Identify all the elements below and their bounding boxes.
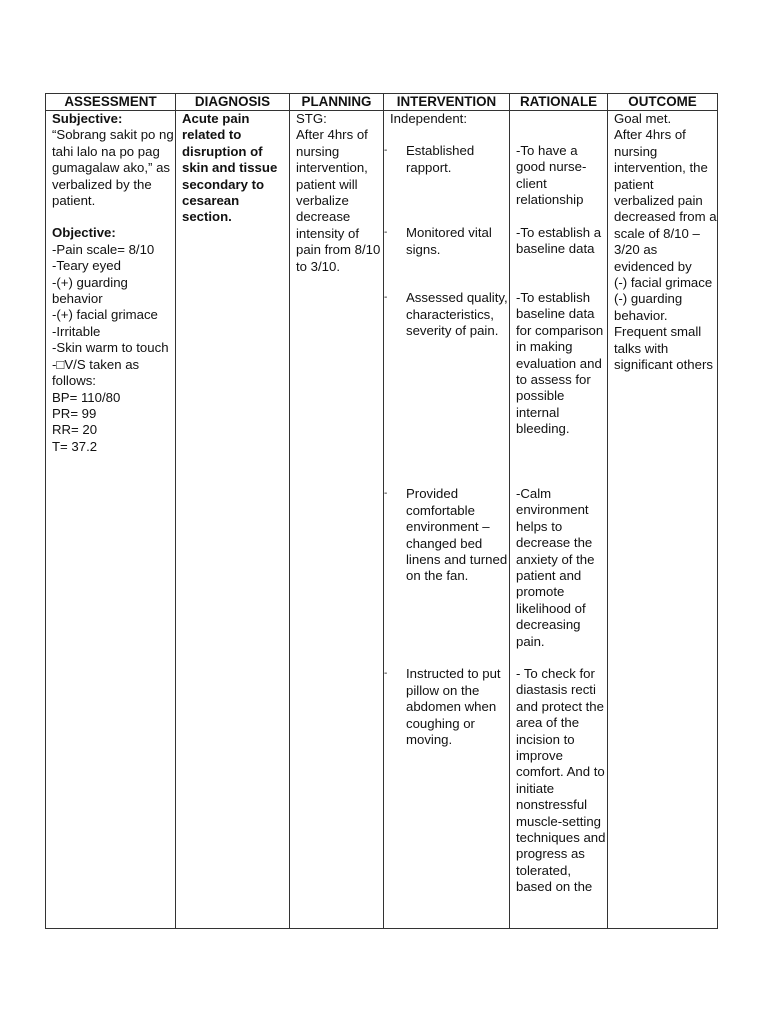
objective-item: -Pain scale= 8/10 <box>52 241 155 257</box>
planning-cell <box>290 111 384 929</box>
nursing-care-plan-table <box>45 93 718 929</box>
diagnosis-cell <box>176 111 290 929</box>
header-rationale: RATIONALE <box>510 94 608 111</box>
outcome-item: (-) facial grimace <box>614 275 713 291</box>
rationale-cell <box>510 111 608 929</box>
objective-item: -Teary eyed <box>52 258 121 274</box>
diagnosis-text: Acute pain related to disruption of skin and tissue secondary to cesarean section. <box>182 111 278 225</box>
assessment-cell <box>46 111 176 929</box>
objective-item: -(+) facial grimace <box>52 307 158 323</box>
outcome-status: Goal met. <box>614 111 672 126</box>
rationale-item: -To establish a baseline data <box>516 225 602 257</box>
vital-sign: PR= 99 <box>52 405 97 421</box>
objective-item: -(+) guarding behavior <box>52 274 128 307</box>
intervention-item: - Instructed to put pillow on the abdomen when coughing or moving. <box>390 666 509 748</box>
header-assessment: ASSESSMENT <box>46 94 176 111</box>
objective-item: -Skin warm to touch <box>52 340 169 356</box>
header-outcome: OUTCOME <box>608 94 718 111</box>
header-intervention: INTERVENTION <box>384 94 510 111</box>
vital-sign: RR= 20 <box>52 422 98 438</box>
vital-sign: T= 37.2 <box>52 438 98 454</box>
outcome-extra: Frequent small talks with significant others <box>614 324 713 373</box>
outcome-item: (-) guarding behavior. <box>614 291 683 323</box>
intervention-label: Independent: <box>390 111 468 126</box>
intervention-item: - Provided comfortable environment – changed bed linens and turned on the fan. <box>390 486 509 666</box>
header-diagnosis: DIAGNOSIS <box>176 94 290 111</box>
rationale-item: -Calm environment helps to decrease the anxiety of the patient and promote likelihood of decreasing pain. <box>516 486 595 649</box>
planning-text: After 4hrs of nursing intervention, patient will verbalize decrease intensity of pain from 8/10 to 3/10. <box>296 127 381 274</box>
rationale-item: -To establish baseline data for comparison in making evaluation and to assess for possible internal bleeding. <box>516 290 604 437</box>
subjective-label: Subjective: <box>52 111 123 126</box>
vital-sign: BP= 110/80 <box>52 389 121 405</box>
objective-label: Objective: <box>52 225 116 241</box>
rationale-item: - To check for diastasis recti and protect the area of the incision to improve comfort. And to initiate nonstressful muscle-setting techniques and progress as tolerated, based on the <box>516 666 606 895</box>
rationale-item: -To have a good nurse-client relationship <box>516 143 587 208</box>
header-planning: PLANNING <box>290 94 384 111</box>
objective-item: -□V/S taken as follows: <box>52 356 140 389</box>
intervention-item: - Established rapport. <box>390 143 509 225</box>
intervention-cell <box>384 111 510 929</box>
header-row <box>46 94 718 111</box>
subjective-text: “Sobrang sakit po ng tahi lalo na po pag gumagalaw ako,” as verbalized by the patient. <box>52 127 174 209</box>
outcome-cell <box>608 111 718 929</box>
intervention-item: - Monitored vital signs. <box>390 225 509 290</box>
objective-item: -Irritable <box>52 323 101 339</box>
table-row <box>46 111 718 929</box>
intervention-item: - Assessed quality, characteristics, severity of pain. <box>390 290 509 486</box>
planning-label: STG: <box>296 111 327 126</box>
outcome-text: After 4hrs of nursing intervention, the patient verbalized pain decreased from a scale of 8/10 – 3/20 as evidenced by <box>614 127 717 274</box>
